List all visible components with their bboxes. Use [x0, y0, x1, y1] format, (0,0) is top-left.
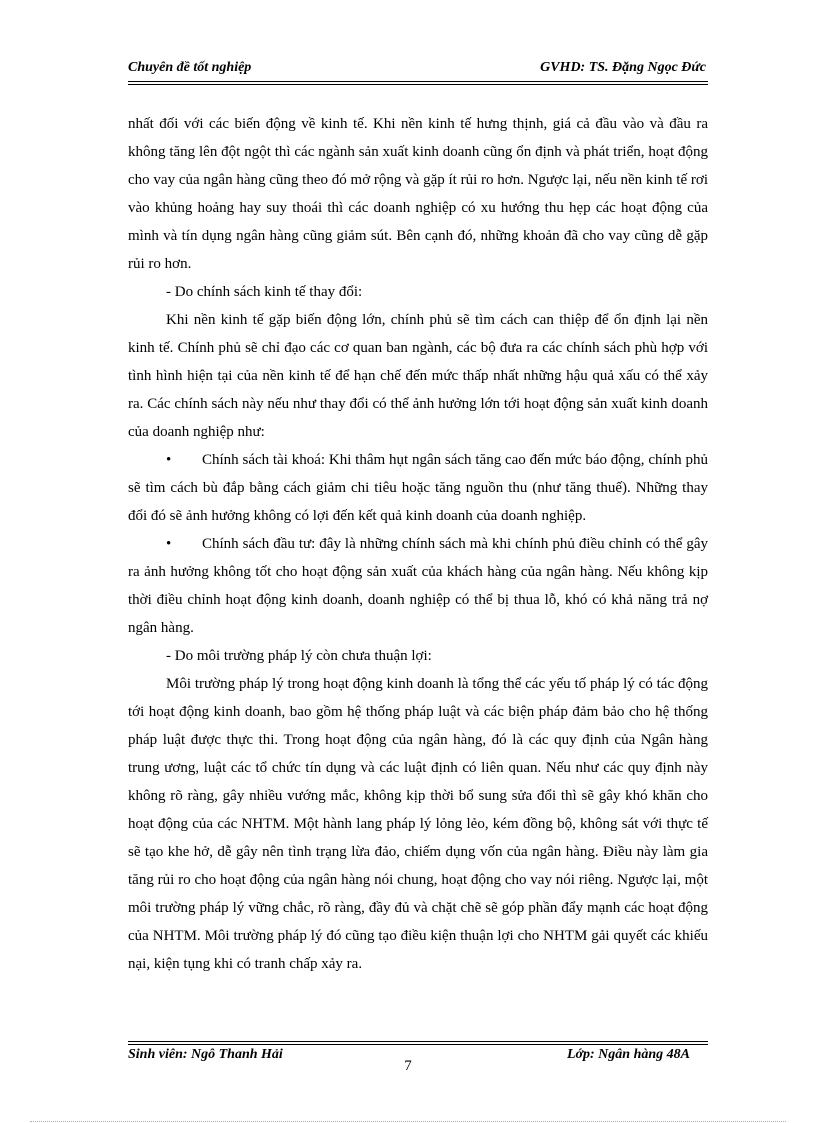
bullet-fiscal-policy [128, 446, 708, 530]
heading-economic-policy: - Do chính sách kinh tế thay đổi: [166, 284, 363, 300]
header-rule-thin [128, 84, 708, 85]
paragraph-economic-fluctuation: nhất đối với các biến động về kinh tế. Khi nền kinh tế hưng thịnh, giá cả đầu vào và đầu ra không tăng lên đột ngột thì các ngành sản xuất kinh doanh cũng ổn định và phát triển, hoạt động cho vay của ngân hàng cũng theo đó mở rộng và gặp ít rủi ro hơn. Ngược lại, nếu nền kinh tế rơi vào khủng hoảng hay suy thoái thì các doanh nghiệp có xu hướng thu hẹp các hoạt động của mình và tín dụng ngân hàng cũng giảm sút. Bên cạnh đó, những khoản đã cho vay cũng dễ gặp rủi ro hơn. [128, 116, 708, 272]
bullet-icon: • [166, 452, 172, 468]
paragraph-economic-policy: Khi nền kinh tế gặp biến động lớn, chính phủ sẽ tìm cách can thiệp để ổn định lại nền kinh tế. Chính phủ sẽ chỉ đạo các cơ quan ban ngành, các bộ đưa ra các chính sách phù hợp với tình hình hiện tại của nền kinh tế để hạn chế đến mức thấp nhất những hậu quả xấu có thể xảy ra. Các chính sách này nếu như thay đổi có thể ảnh hưởng lớn tới hoạt động sản xuất kinh doanh của doanh nghiệp như: [128, 312, 708, 440]
bullet-icon: • [166, 536, 172, 552]
paragraph-legal-environment: Môi trường pháp lý trong hoạt động kinh doanh là tổng thể các yếu tố pháp lý có tác động tới hoạt động kinh doanh, bao gồm hệ thống pháp luật và các biện pháp đảm bảo cho hệ thống pháp luật được thực thi. Trong hoạt động của ngân hàng, đó là các quy định của Ngân hàng trung ương, luật các tổ chức tín dụng và các luật định có liên quan. Nếu như các quy định này không rõ ràng, gây nhiều vướng mắc, không kịp thời bổ sung sửa đổi thì sẽ gây khó khăn cho hoạt động của các NHTM. Một hành lang pháp lý lỏng lẻo, kém đồng bộ, không sát với thực tế sẽ tạo khe hở, dễ gây nên tình trạng lừa đảo, chiếm dụng vốn của ngân hàng. Điều này làm gia tăng rủi ro cho hoạt động của ngân hàng nói chung, hoạt động cho vay nói riêng. Ngược lại, một môi trường pháp lý vững chắc, rõ ràng, đầy đủ và chặt chẽ sẽ góp phần đẩy mạnh các hoạt động của NHTM. Môi trường pháp lý đó cũng tạo điều kiện thuận lợi cho NHTM gải quyết các khiếu nại, kiện tụng khi có tranh chấp xảy ra. [128, 676, 708, 972]
header-rule [128, 81, 708, 82]
page-body [128, 110, 708, 978]
bullet-investment-policy [128, 530, 708, 642]
bullet-fiscal-policy-text: Chính sách tài khoá: Khi thâm hụt ngân sách tăng cao đến mức báo động, chính phủ sẽ tìm cách bù đắp bằng cách giảm chi tiêu hoặc tăng nguồn thu (như tăng thuế). Những thay đổi đó sẽ ảnh hưởng không có lợi đến kết quả kinh doanh của doanh nghiệp. [128, 452, 708, 524]
header-document-type: Chuyên đề tốt nghiệp [128, 60, 252, 75]
header-supervisor: GVHD: TS. Đặng Ngọc Đức [540, 60, 706, 75]
page-break-divider [30, 1121, 786, 1122]
page-number: 7 [404, 1058, 412, 1074]
footer-rule [128, 1044, 708, 1045]
bullet-investment-policy-text: Chính sách đầu tư: đây là những chính sách mà khi chính phủ điều chỉnh có thể gây ra ảnh hưởng không tốt cho hoạt động sản xuất của khách hàng của ngân hàng. Nếu không kịp thời điều chỉnh hoạt động kinh doanh, doanh nghiệp có thể bị thua lỗ, khó có khả năng trả nợ ngân hàng. [128, 536, 708, 636]
heading-legal-environment: - Do môi trường pháp lý còn chưa thuận lợi: [166, 648, 432, 664]
page-header [128, 60, 708, 80]
footer-class: Lớp: Ngân hàng 48A [566, 1047, 690, 1062]
footer-rule-thin [128, 1041, 708, 1042]
footer-student: Sinh viên: Ngô Thanh Hải [128, 1047, 283, 1062]
